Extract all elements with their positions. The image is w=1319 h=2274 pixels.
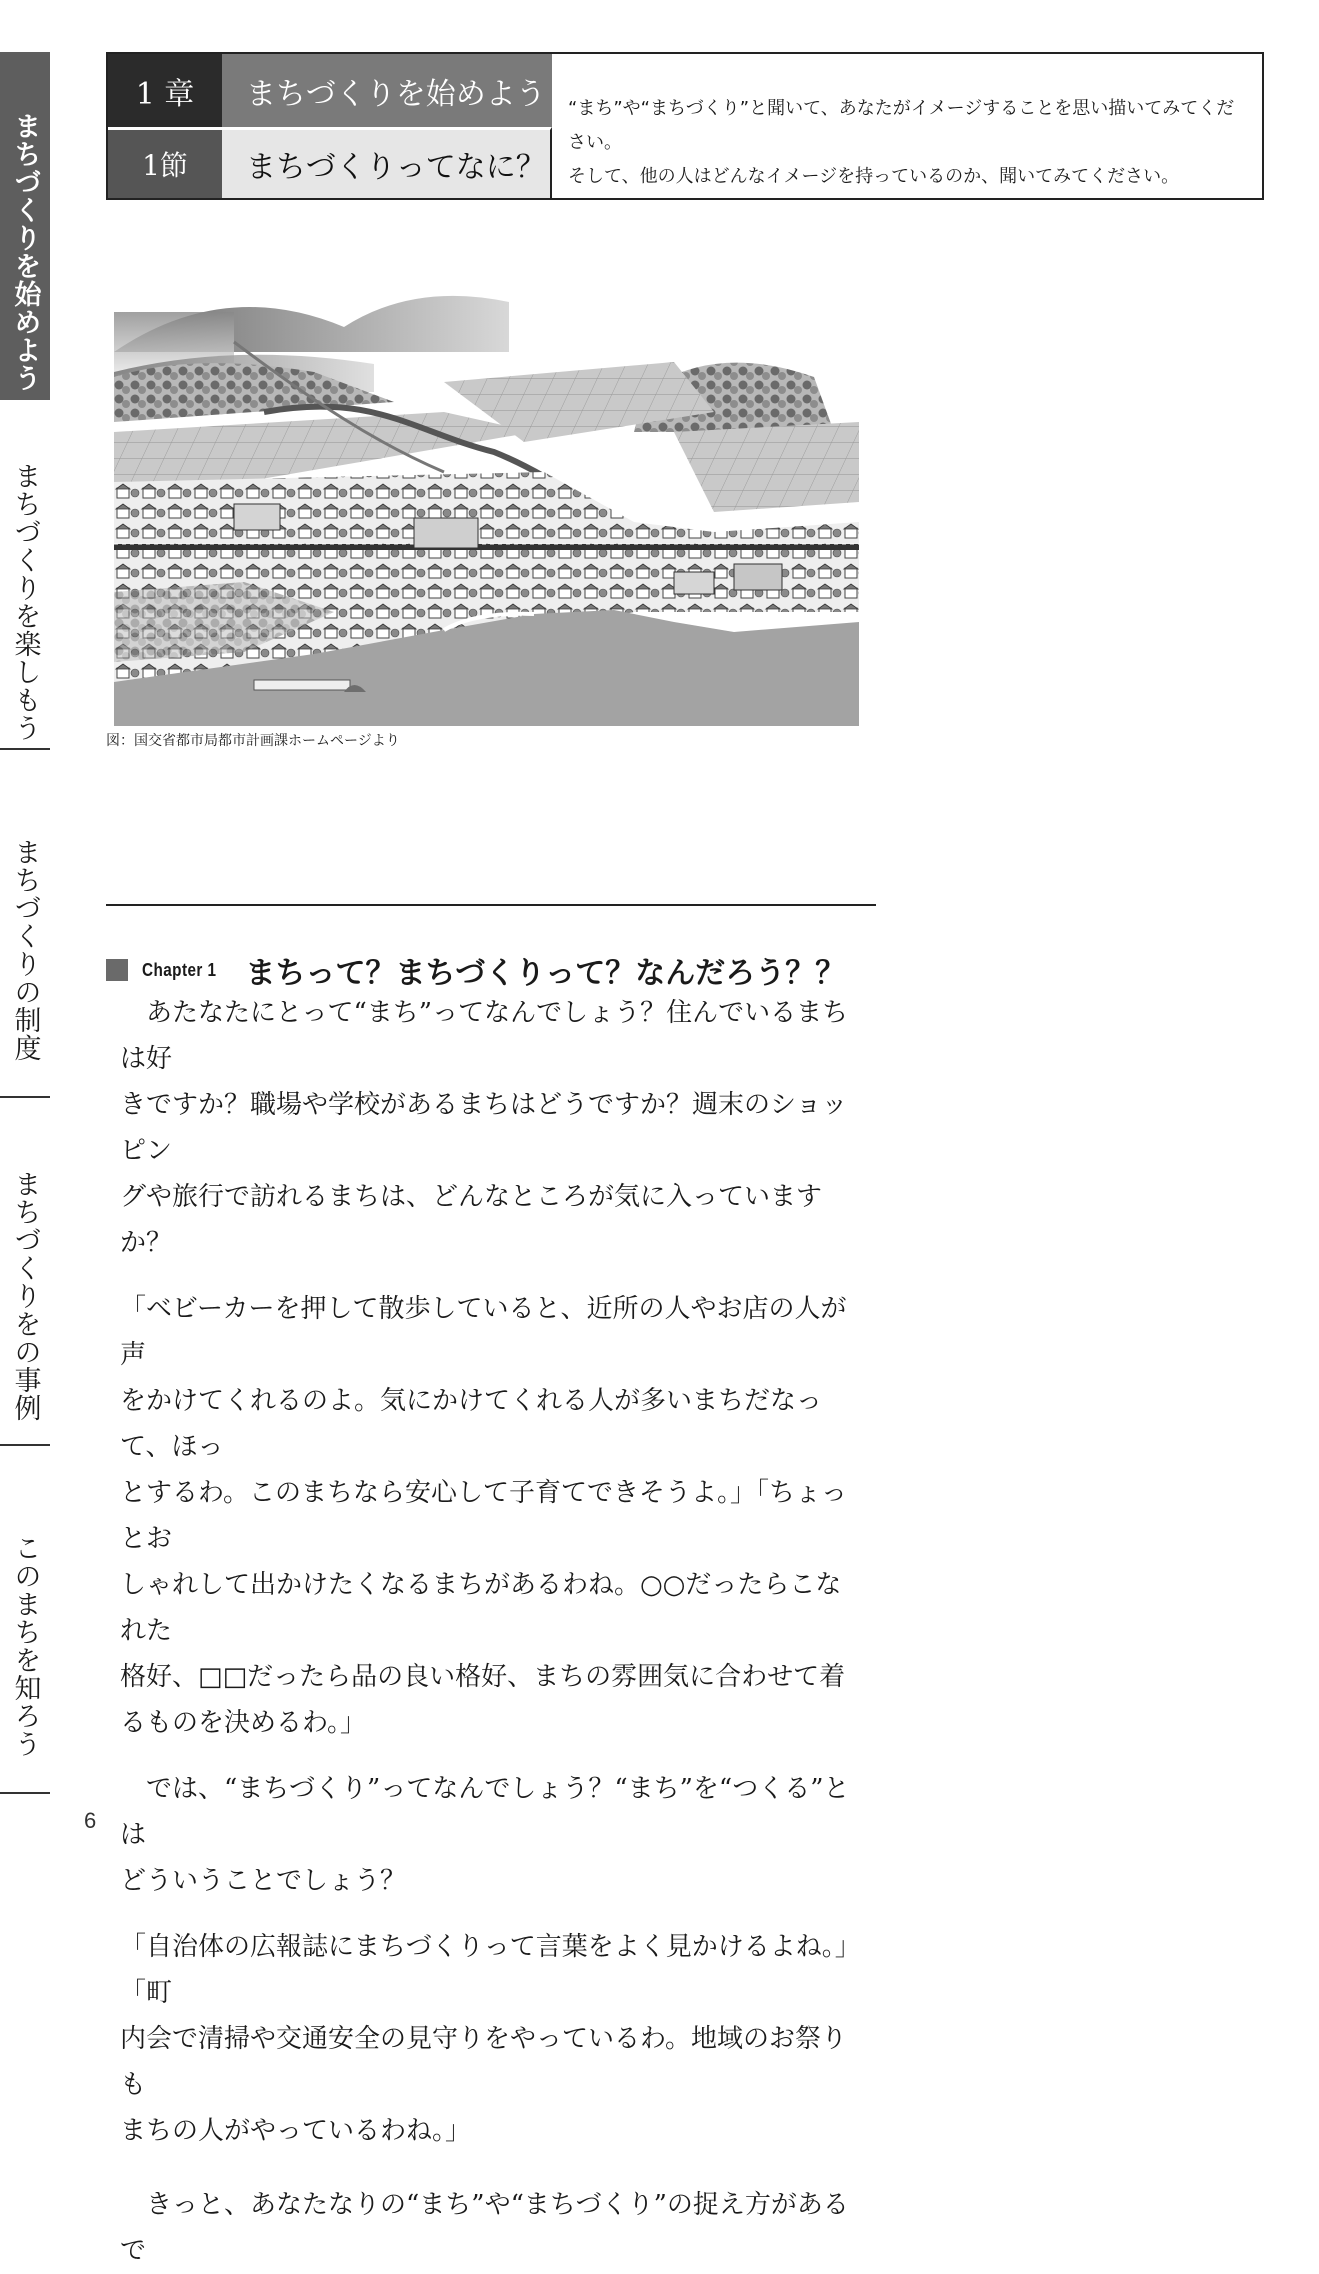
side-tab-start[interactable] [0, 52, 50, 400]
section-title: まちづくりってなに？ [222, 127, 552, 198]
chapter-label: Chapter 1 [142, 959, 217, 980]
side-tab-system[interactable] [0, 750, 50, 1096]
chapter-header [106, 52, 1264, 200]
side-tab-label: このまちを知ろう [9, 1534, 41, 1758]
body-line: きですか？職場や学校があるまちはどうですか？週末のショッピン [120, 1090, 848, 1166]
body-line: まちの人がやっているわね。」 [120, 2116, 472, 2146]
body-line: どういうことでしょう？ [120, 1866, 407, 1896]
body-text [120, 990, 865, 2274]
body-line: 内会で清掃や交通安全の見守りをやっているわ。地域のお祭りも [120, 2024, 847, 2100]
body-line: しゃれして出かけたくなるまちがあるわね。○○だったらこなれた [120, 1570, 842, 1646]
body-line: きっと、あなたなりの“まち”や“まちづくり”の捉え方があるで [120, 2190, 849, 2266]
side-tab-label: まちづくりをの事例 [9, 1170, 41, 1422]
body-line: あたなたにとって“まち”ってなんでしょう？住んでいるまちは好 [120, 998, 849, 1074]
chapter-heading [106, 948, 845, 992]
tab-divider [0, 1792, 50, 1794]
side-tab-cases[interactable] [0, 1098, 50, 1444]
side-tab-know[interactable] [0, 1446, 50, 1792]
side-tab-label: まちづくりを始めよう [9, 112, 41, 392]
body-line: では、“まちづくり”ってなんでしょう？“まち”を“つくる”とは [120, 1774, 850, 1850]
body-line: 「自治体の広報誌にまちづくりって言葉をよく見かけるよね。」「町 [120, 1932, 861, 2008]
figure-caption: 図：国交省都市局都市計画課ホームページより [106, 733, 400, 749]
section-divider [106, 904, 876, 906]
chapter-number: 1 章 [108, 54, 222, 127]
heading-marker-icon [106, 959, 128, 981]
body-blank [120, 1746, 865, 1766]
page-number: 6 [84, 1808, 97, 1833]
body-blank [120, 1904, 865, 1924]
body-line: るものを決めるわ。」 [120, 1708, 366, 1738]
town-illustration [114, 282, 859, 726]
description-line: そして、他の人はどんなイメージを持っているのか、聞いてみてください。 [568, 166, 1180, 187]
description-line: “まち”や“まちづくり”と聞いて、あなたがイメージすることを思い描いてみてください。 [568, 98, 1235, 153]
body-blank [120, 1266, 865, 1286]
side-tab-label: まちづくりの制度 [9, 838, 41, 1062]
side-tab-enjoy[interactable] [0, 400, 50, 748]
body-line: 格好、□□だったら品の良い格好、まちの雰囲気に合わせて着 [120, 1662, 846, 1692]
section-number: 1節 [108, 127, 222, 198]
body-line: グや旅行で訪れるまちは、どんなところが気に入っていますか？ [120, 1182, 823, 1258]
body-blank [120, 2154, 865, 2182]
header-description [552, 54, 1262, 198]
body-line: とするわ。このまちなら安心して子育てできそうよ。」「ちょっとお [120, 1478, 847, 1554]
body-line: をかけてくれるのよ。気にかけてくれる人が多いまちだなって、ほっ [120, 1386, 823, 1462]
chapter-title: まちづくりを始めよう [222, 54, 552, 127]
side-tab-label: まちづくりを楽しもう [9, 462, 41, 742]
chapter-heading-title: まちって？まちづくりって？なんだろう？？ [245, 956, 846, 991]
body-line: 「ベビーカーを押して散歩していると、近所の人やお店の人が声 [120, 1294, 847, 1370]
